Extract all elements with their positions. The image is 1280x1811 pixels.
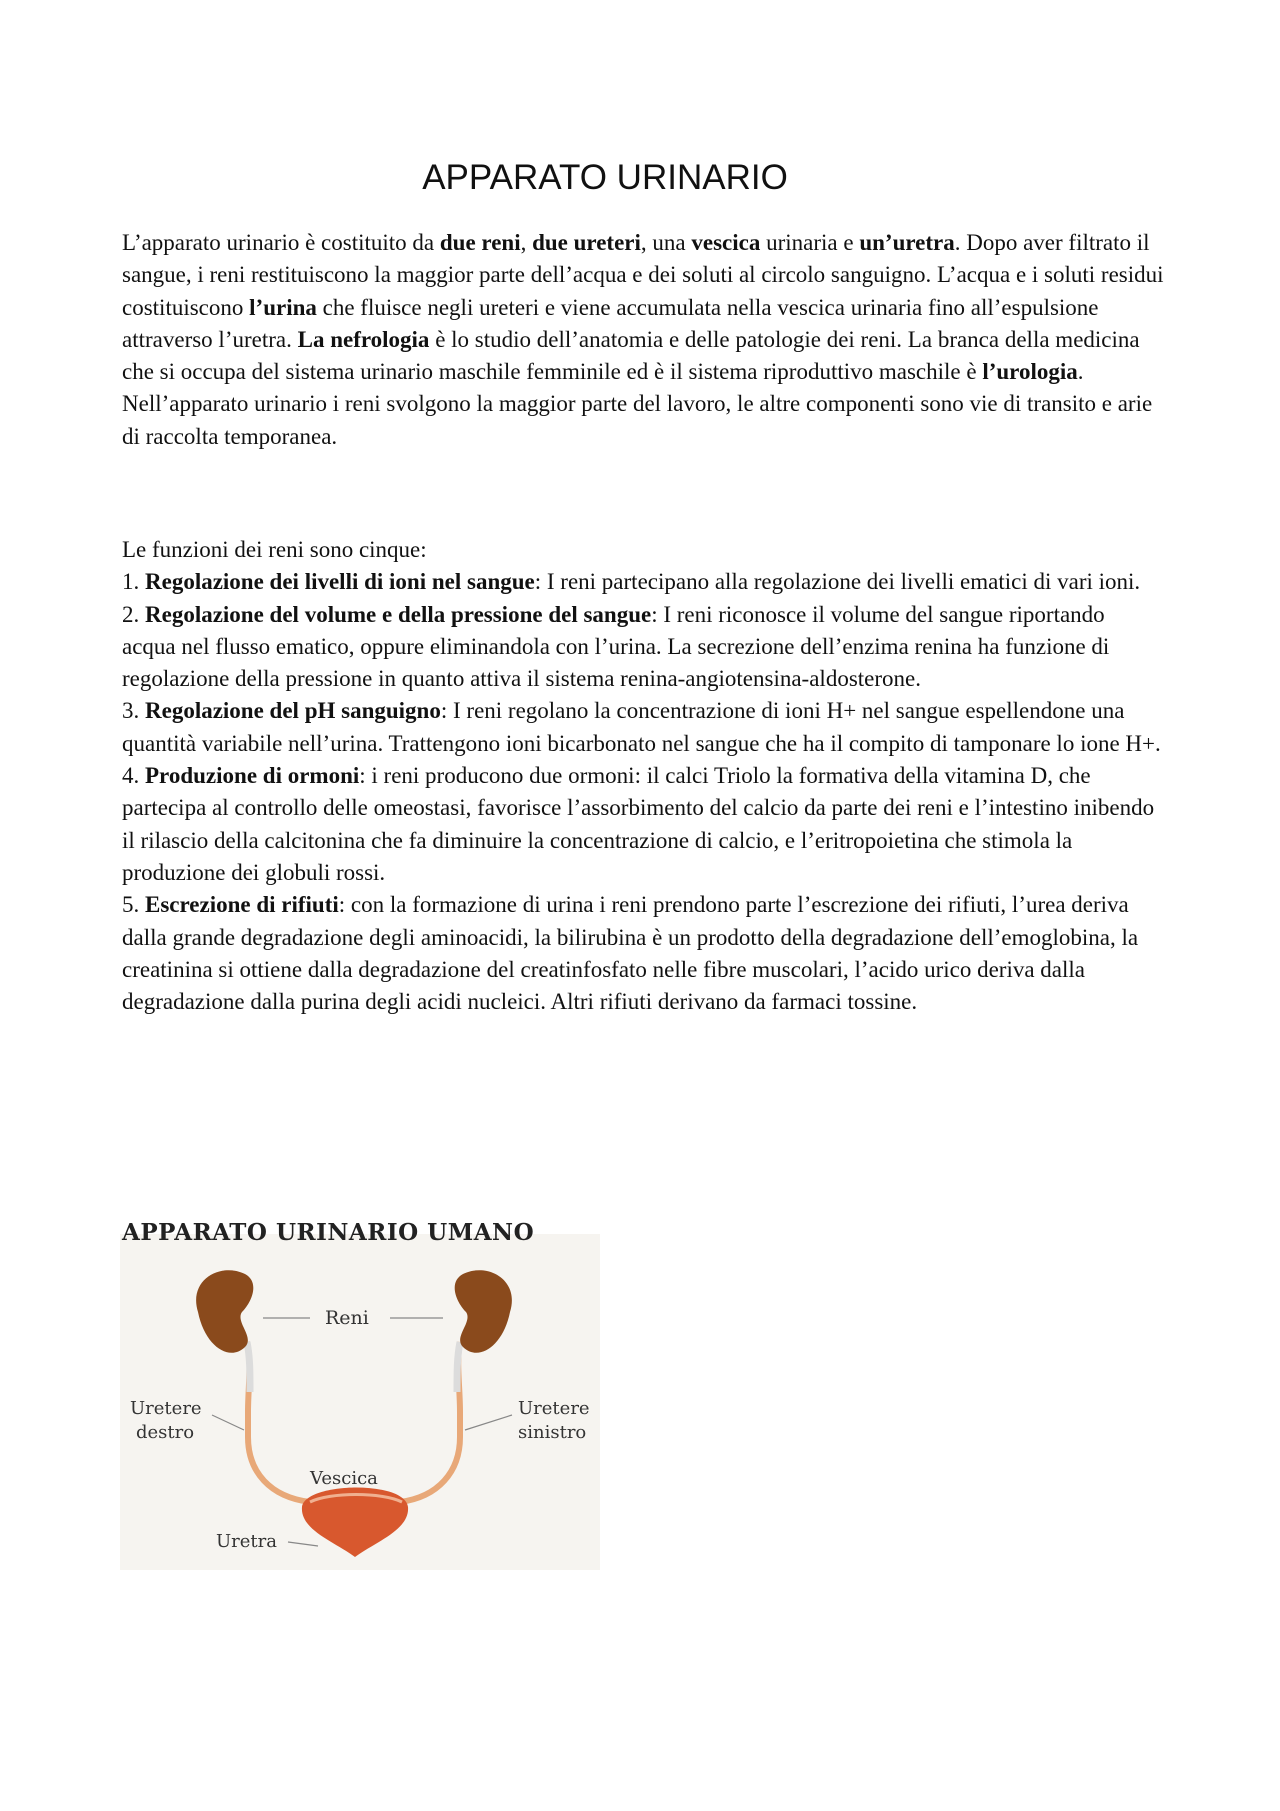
intro-text: , una: [640, 230, 692, 255]
function-number: 1.: [122, 569, 145, 595]
functions-intro: Le funzioni dei reni sono cinque:: [122, 537, 427, 562]
label-vescica: Vescica: [310, 1468, 378, 1489]
intro-bold-term: l’urina: [249, 294, 317, 320]
intro-bold-term: l’urologia: [982, 359, 1078, 385]
function-number: 4.: [122, 763, 145, 789]
functions-section: [122, 534, 1164, 1018]
function-item: [122, 760, 1164, 889]
intro-paragraph: [122, 227, 1164, 453]
function-heading: Escrezione di rifiuti: [145, 892, 339, 918]
function-heading: Regolazione dei livelli di ioni nel sangue: [145, 569, 535, 595]
intro-bold-term: La nefrologia: [297, 326, 430, 352]
function-number: 2.: [122, 601, 145, 627]
intro-text: L’apparato urinario è costituito da: [122, 230, 440, 255]
label-uretere-sinistro-1: Uretere: [518, 1398, 590, 1419]
function-heading: Regolazione del volume e della pressione del sangue: [145, 601, 652, 627]
function-text: : I reni regolano la concentrazione di ioni H+ nel sangue espellendone una quantità variabile nell’urina. Trattengono ioni bicarbonato nel sangue che ha il compito di tamponare lo ione H+.: [122, 698, 1161, 756]
function-heading: Regolazione del pH sanguigno: [145, 698, 441, 724]
intro-text: che fluisce negli ureteri e viene accumulata nella vescica urinaria fino all’espulsione attraverso l’uretra.: [122, 294, 1099, 352]
label-uretere-destro-2: destro: [136, 1422, 195, 1443]
function-text: : I reni partecipano alla regolazione dei livelli ematici di vari ioni.: [534, 569, 1141, 595]
urinary-diagram: [120, 1212, 600, 1570]
function-text: : I reni riconosce il volume del sangue riportando acqua nel flusso ematico, oppure eliminandola con l’urina. La secrezione dell’enzima renina ha funzione di regolazione della pressione in quanto attiva il sistema renina-angiotensina-aldosterone.: [122, 601, 1110, 692]
function-number: 3.: [122, 698, 145, 724]
intro-bold-term: un’uretra: [859, 230, 955, 255]
intro-text: è lo studio dell’anatomia e delle patologie dei reni. La branca della medicina che si occupa del sistema urinario maschile femminile ed è il sistema riproduttivo maschile è: [122, 326, 1140, 385]
renal-pelvis-right: [247, 1342, 250, 1392]
intro-text: urinaria e: [760, 230, 860, 255]
page-title: APPARATO URINARIO: [422, 158, 788, 197]
function-heading: Produzione di ormoni: [145, 763, 360, 789]
function-text: : con la formazione di urina i reni prendono parte l’escrezione dei rifiuti, l’urea deriva dalla grande degradazione degli aminoacidi, la bilirubina è un prodotto della degradazione dell’emoglobina, la creatinina si ottiene dalla degradazione del creatinfosfato nelle fibre muscolari, l’acido urico deriva dalla degradazione dalla purina degli acidi nucleici. Altri rifiuti derivano da farmaci tossine.: [122, 892, 1139, 1015]
figure-title: APPARATO URINARIO UMANO: [122, 1219, 535, 1246]
function-item: [122, 889, 1164, 1018]
label-uretere-destro-1: Uretere: [130, 1398, 202, 1419]
intro-bold-term: vescica: [691, 230, 761, 255]
intro-text: . Dopo aver filtrato il sangue, i reni restituiscono la maggior parte dell’acqua e dei soluti al circolo sanguigno. L’acqua e i soluti residui costituiscono: [122, 230, 1164, 320]
intro-bold-term: due reni: [439, 230, 521, 255]
label-reni: Reni: [325, 1307, 369, 1329]
intro-bold-term: due ureteri: [532, 230, 641, 255]
function-text: : i reni producono due ormoni: il calci Triolo la formativa della vitamina D, che partecipa al controllo delle omeostasi, favorisce l’assorbimento del calcio da parte dei reni e l’intestino inibendo il rilascio della calcitonina che fa diminuire la concentrazione di calcio, e l’eritropoietina che stimola la produzione dei globuli rossi.: [122, 763, 1155, 885]
intro-text: ,: [520, 230, 533, 255]
function-item: [122, 599, 1164, 696]
label-uretra: Uretra: [216, 1531, 277, 1552]
function-item: [122, 566, 1164, 598]
label-uretere-sinistro-2: sinistro: [518, 1422, 587, 1443]
function-number: 5.: [122, 892, 145, 918]
function-item: [122, 695, 1164, 760]
urinary-system-figure: [120, 1212, 600, 1570]
renal-pelvis-left: [457, 1342, 460, 1392]
intro-text: . Nell’apparato urinario i reni svolgono la maggior parte del lavoro, le altre componenti sono vie di transito e arie di raccolta temporanea.: [122, 359, 1153, 449]
